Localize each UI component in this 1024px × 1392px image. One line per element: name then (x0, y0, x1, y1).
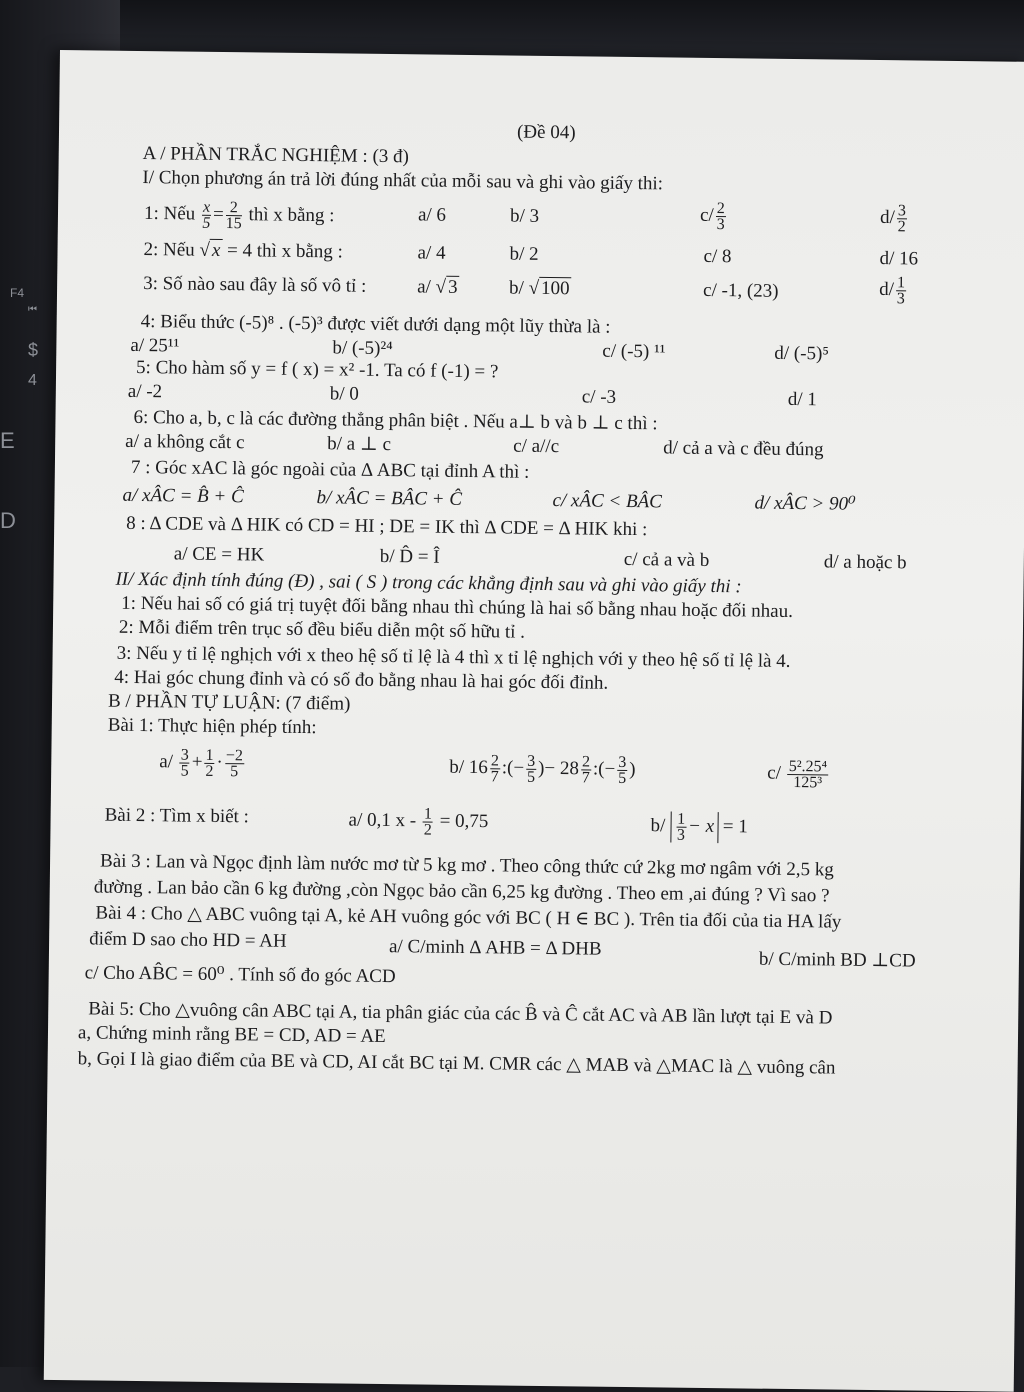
q8-option-b: b/ D̂ = Î (379, 545, 440, 568)
q2-option-a: a/ 4 (417, 242, 446, 264)
q5-option-d: d/ 1 (787, 388, 817, 411)
q4-option-a: a/ 25¹¹ (130, 334, 180, 357)
media-prev-icon: ⏮ (28, 304, 37, 315)
q1-equals: = (212, 203, 224, 225)
question-7: 7 : Góc xAC là góc ngoài của Δ ABC tại đỉnh A thì : (130, 456, 530, 483)
question-4: 4: Biểu thức (-5)⁸ . (-5)³ được viết dưới dạng một lũy thừa là : (140, 311, 611, 338)
exam-code: (Đề 04) (516, 121, 576, 144)
q3-option-c: c/ -1, (23) (702, 279, 779, 302)
part-b-title: B / PHẦN TỰ LUẬN: (7 điểm) (107, 690, 351, 715)
q1-option-a: a/ 6 (417, 204, 447, 226)
q4-option-b: b/ (-5)²⁴ (332, 337, 393, 360)
q1-option-d: d/ $\frac{3}{2}$ (879, 202, 906, 236)
question-6: 6: Cho a, b, c là các đường thẳng phân biệt . Nếu a⊥ b và b ⊥ c thì : (133, 406, 658, 435)
q7-option-a: a/ xÂC = B̂ + Ĉ (122, 484, 244, 508)
section-2-instruction: II/ Xác định tính đúng (Đ) , sai ( S ) trong các khẳng định sau và ghi vào giấy thi : (115, 568, 742, 598)
q5-option-a: a/ -2 (127, 380, 163, 403)
q8-option-a: a/ CE = HK (173, 543, 265, 566)
q5-option-c: c/ -3 (581, 386, 617, 408)
statement-3: 3: Nếu y tỉ lệ nghịch với x theo hệ số tỉ lệ là 4 thì x tỉ lệ nghịch với y theo hệ số tỉ lệ là 4. (116, 642, 791, 672)
q4-option-c: c/ (-5) ¹¹ (602, 340, 666, 363)
question-2: 2: Nếu √x = 4 thì x bằng : (143, 239, 343, 263)
q6-option-d: d/ cả a và c đều đúng (663, 437, 824, 461)
q4-option-d: d/ (-5)⁵ (774, 342, 830, 365)
question-1 (144, 199, 335, 232)
bai-2-part-b: b/ $\frac{1}{3}$ − x = 1 (650, 810, 748, 844)
q5-option-b: b/ 0 (329, 383, 359, 405)
bai-2-title: Bài 2 : Tìm x biết : (104, 804, 250, 828)
bai-1-title: Bài 1: Thực hiện phép tính: (107, 714, 317, 739)
q1-option-b: b/ 3 (509, 205, 540, 227)
key-four-label: 4 (28, 372, 37, 389)
statement-1: 1: Nếu hai số có giá trị tuyệt đối bằng nhau thì chúng là hai số bằng nhau hoặc đối nhau. (121, 592, 794, 622)
question-8: 8 : Δ CDE và Δ HIK có CD = HI ; DE = IK thì Δ CDE = Δ HIK khi : (126, 512, 648, 541)
q8-option-c: c/ cả a và b (623, 548, 710, 571)
question-3: 3: Số nào sau đây là số vô tỉ : (143, 273, 367, 297)
bai-4-part-b: b/ C/minh BD ⊥CD (758, 948, 916, 972)
q8-option-d: d/ a hoặc b (823, 551, 907, 574)
key-dollar-label: $ (28, 340, 39, 360)
part-a-title: A / PHẦN TRẮC NGHIỆM : (3 đ) (142, 143, 410, 168)
q1-suffix: thì x bằng : (248, 204, 335, 227)
key-d-label: D (0, 508, 16, 533)
question-5: 5: Cho hàm số y = f ( x) = x² -1. Ta có f (-1) = ? (135, 356, 499, 383)
bai-3-line-2: đường . Lan bảo cần 6 kg đường ,còn Ngọc bảo cần 6,25 kg đường . Theo em ,ai đúng ? Vì sao ? (93, 876, 830, 907)
q6-option-b: b/ a ⊥ c (327, 433, 392, 456)
q3-option-b: b/ √100 (509, 278, 572, 301)
bai-4-part-c: c/ Cho AB̂C = 60⁰ . Tính số đo góc ACD (84, 962, 396, 988)
q3-option-a: a/ √3 (417, 276, 460, 299)
bai-3-line-1: Bài 3 : Lan và Ngọc định làm nước mơ từ 5 kg mơ . Theo công thức cứ 2kg mơ ngâm với 2,5 kg (99, 850, 834, 881)
key-f4-label: F4 (10, 286, 25, 300)
q7-option-c: c/ xÂC < BÂC (552, 490, 663, 513)
q1-prefix: 1: Nếu (143, 202, 196, 225)
q1-fraction-1: $\frac{x}{5}$ (202, 198, 211, 232)
q6-option-c: c/ a//c (513, 435, 560, 458)
q7-option-b: b/ xÂC = BÂC + Ĉ (316, 487, 463, 510)
bai-4-line-2-given: điểm D sao cho HD = AH (89, 928, 287, 952)
q7-option-d: d/ xÂC > 90⁰ (754, 492, 856, 515)
bai-1-part-c: c/ $\frac{\text{5².25⁴}}{\text{125³}}$ (767, 757, 828, 792)
q2-option-d: d/ 16 (879, 248, 919, 270)
bai-5-line-1: Bài 5: Cho △vuông cân ABC tại A, tia phân giác của các B̂ và Ĉ cắt AC và AB lần lượt tại E và D (88, 998, 833, 1029)
q1-option-c: c/ $\frac{2}{3}$ (699, 200, 725, 234)
bai-1-part-a: a/ $\frac{3}{5}$ + $\frac{1}{2}$ · $\frac{-2}{5}$ (159, 746, 244, 781)
bai-5-line-2: a, Chứng minh rằng BE = CD, AD = AE (77, 1022, 386, 1048)
q1-fraction-2: $\frac{2}{15}$ (225, 199, 242, 233)
bai-4-line-1: Bài 4 : Cho △ ABC vuông tại A, kẻ AH vuông góc với BC ( H ∈ BC ). Trên tia đối của tia HA lấy (95, 902, 842, 933)
q6-option-a: a/ a không cắt c (125, 430, 245, 454)
q3-option-d: d/ $\frac{1}{3}$ (879, 274, 906, 308)
statement-4: 4: Hai góc chung đỉnh và có số đo bằng nhau là hai góc đối đỉnh. (114, 666, 609, 694)
bai-5-line-3: b, Gọi I là giao điểm của BE và CD, AI cắt BC tại M. CMR các △ MAB và △MAC là △ vuông cân (77, 1048, 836, 1079)
section-1-instruction: I/ Chọn phương án trả lời đúng nhất của mỗi sau và ghi vào giấy thi: (142, 167, 664, 195)
exam-paper (44, 50, 1024, 1392)
q2-option-c: c/ 8 (703, 245, 732, 268)
q2-option-b: b/ 2 (509, 243, 539, 265)
statement-2: 2: Mỗi điểm trên trục số đều biểu diễn một số hữu tỉ . (118, 616, 526, 643)
bai-4-part-a: a/ C/minh Δ AHB = Δ DHB (388, 936, 602, 960)
bai-2-part-a: a/ 0,1 x - $\frac{1}{2}$ = 0,75 (348, 805, 489, 839)
bai-1-part-b: b/ 16 $\frac{2}{7}$ :(− $\frac{3}{5}$ )− 28 $\frac{2}{7}$ :(− $\frac{3}{5}$ ) (449, 752, 636, 787)
key-e-label: E (0, 428, 15, 453)
